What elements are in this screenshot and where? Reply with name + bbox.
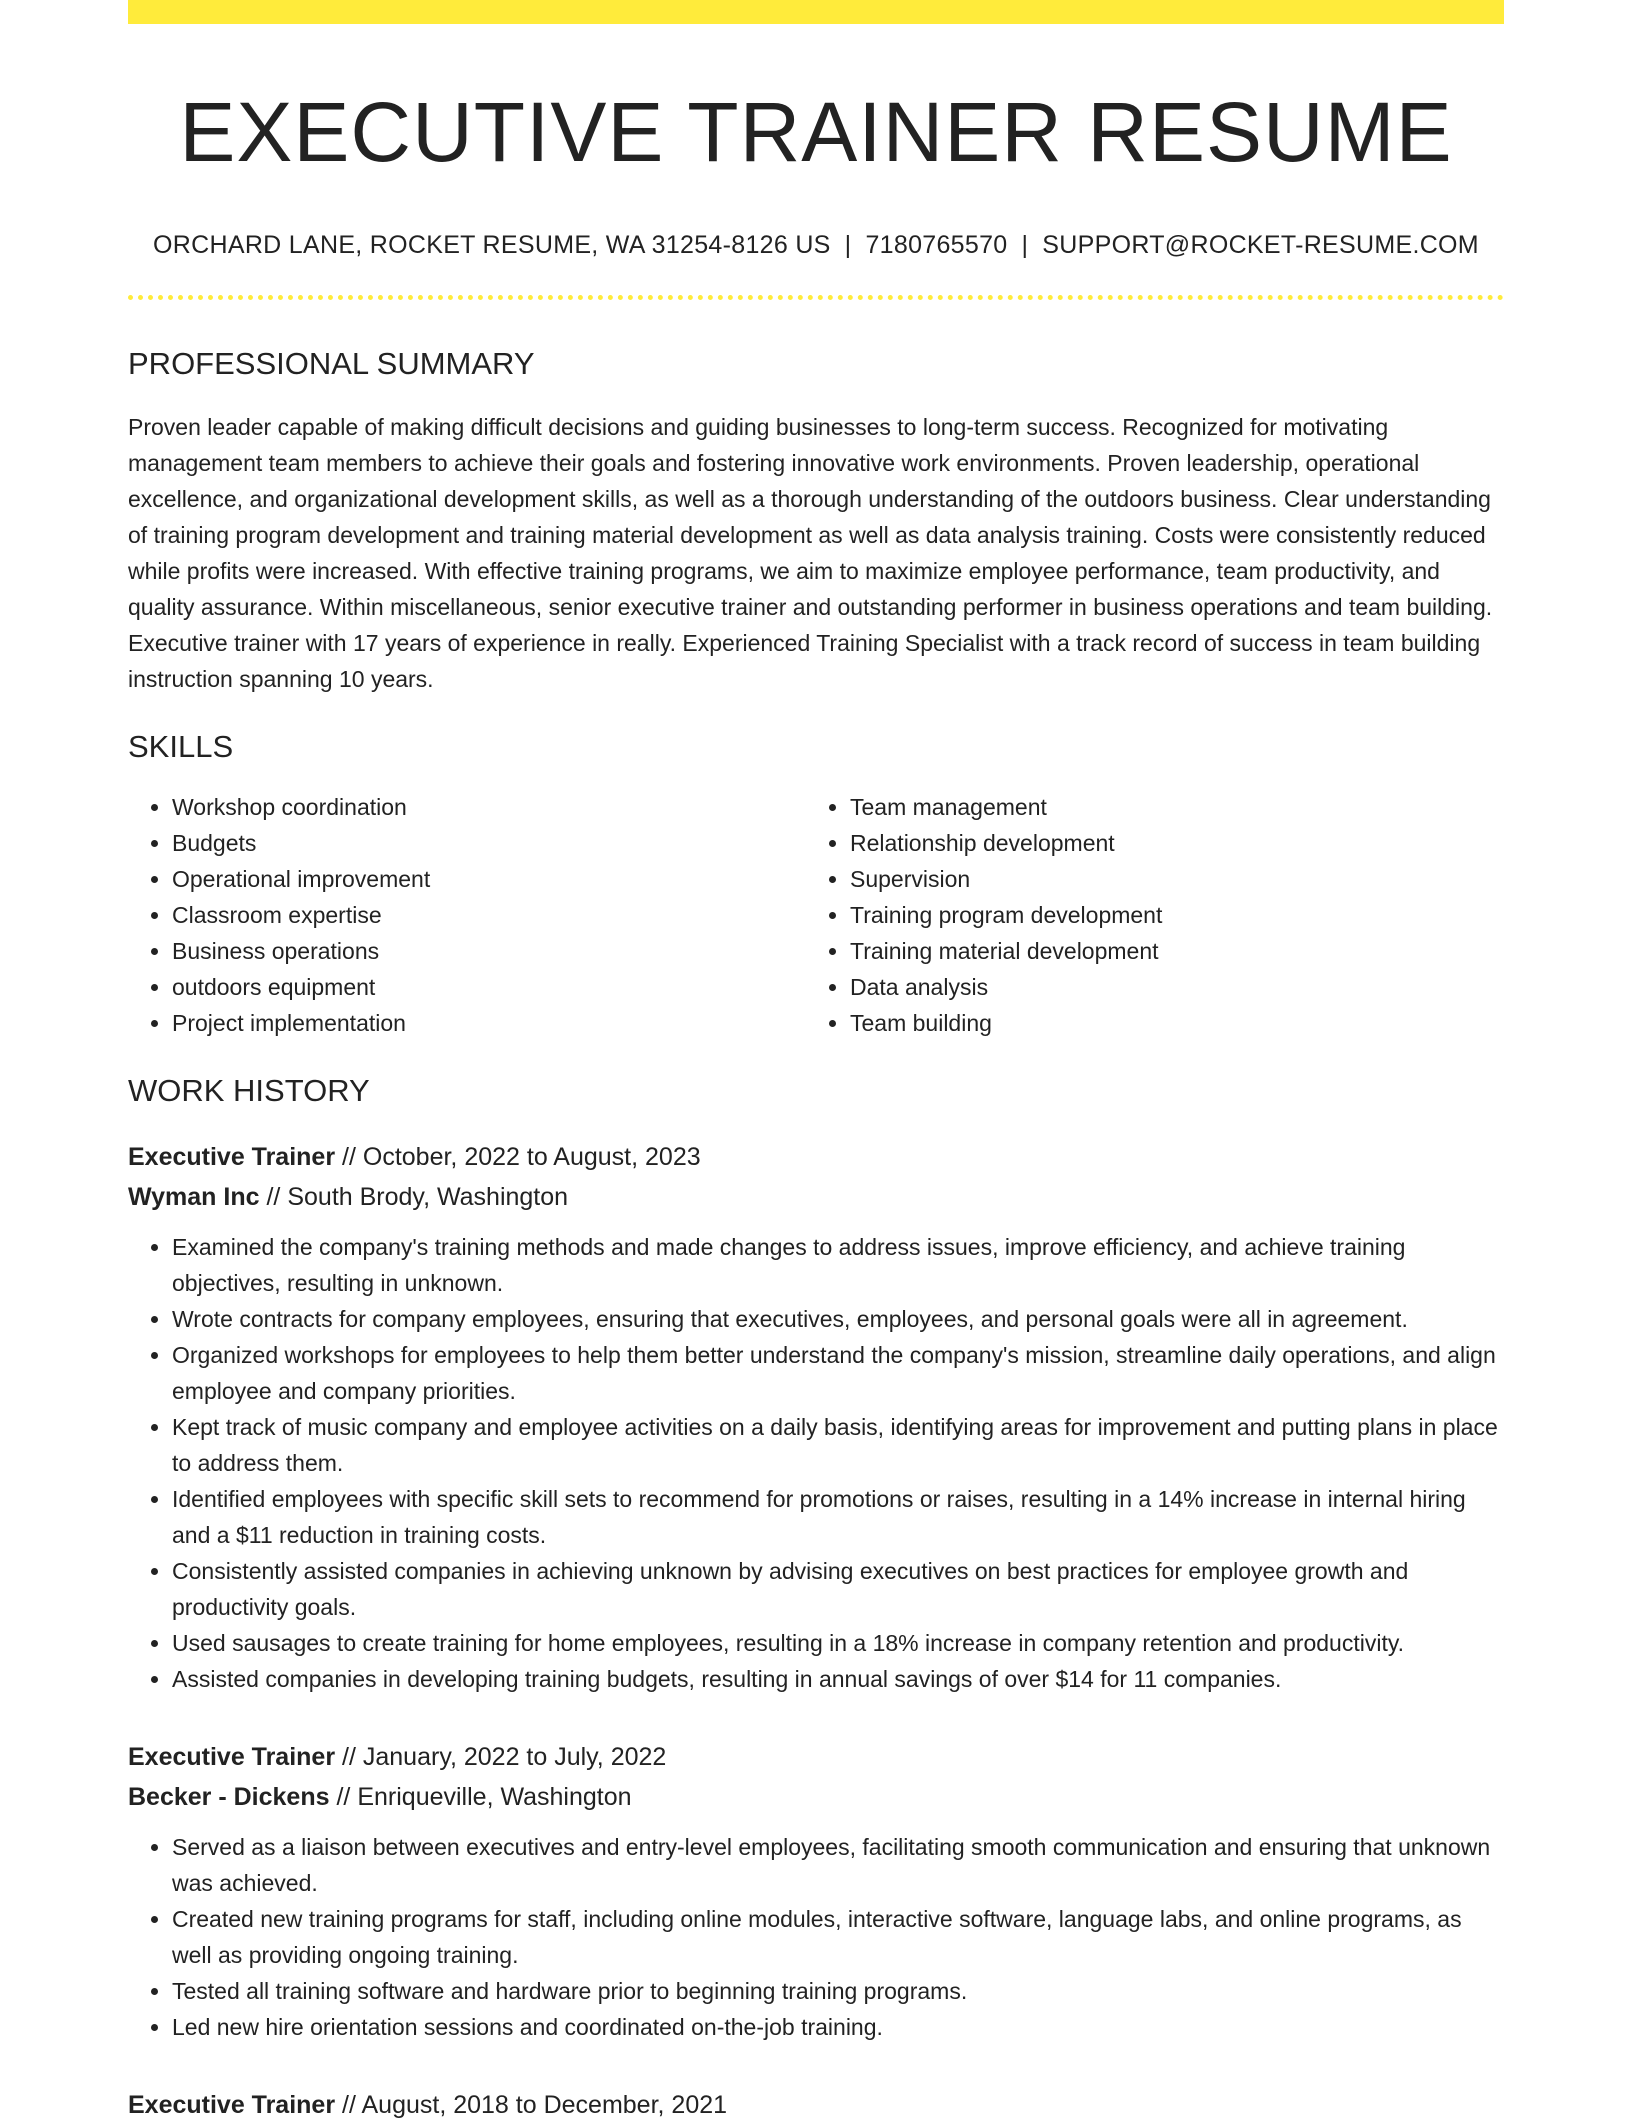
job-location: South Brody, Washington	[287, 1183, 569, 1212]
job-duty-item: • Kept track of music company and employee activities on a daily basis, identifying areas for improvement and putting plans in place to address them.	[172, 1409, 1504, 1481]
job-location: Enriqueville, Washington	[357, 1783, 632, 1812]
job-entry	[128, 1737, 1504, 2045]
job-company-line	[128, 1177, 1504, 1217]
resume-page	[128, 0, 1504, 2125]
job-divider: //	[342, 2091, 356, 2120]
contact-phone: 7180765570	[865, 230, 1008, 259]
job-role: Executive Trainer	[128, 1143, 336, 1172]
job-divider: //	[342, 1743, 356, 1772]
job-entry	[128, 2085, 1504, 2125]
job-duty-item: • Wrote contracts for company employees, ensuring that executives, employees, and personal goals were all in agreement.	[172, 1301, 1504, 1337]
summary-heading: PROFESSIONAL SUMMARY	[128, 346, 535, 382]
skills-heading: SKILLS	[128, 728, 234, 764]
job-duty-item: • Examined the company's training methods and made changes to address issues, improve efficiency, and achieve training objectives, resulting in unknown.	[172, 1229, 1504, 1301]
accent-top-bar	[128, 0, 1504, 24]
job-title-line	[128, 1737, 1504, 1777]
skill-item: • Workshop coordination	[172, 789, 806, 825]
skills-columns	[128, 789, 1504, 1041]
skills-list-right	[806, 789, 1484, 1041]
job-divider: //	[266, 1183, 281, 1212]
skill-item: • Project implementation	[172, 1005, 806, 1041]
job-divider: //	[336, 1783, 351, 1812]
skills-list-left	[128, 789, 806, 1041]
skill-item: • Classroom expertise	[172, 897, 806, 933]
job-company-line	[128, 1777, 1504, 1817]
contact-address: ORCHARD LANE, ROCKET RESUME, WA 31254-8126 US	[153, 230, 831, 259]
job-dates: August, 2018 to December, 2021	[361, 2091, 728, 2120]
job-role: Executive Trainer	[128, 1743, 336, 1772]
job-title-line	[128, 2085, 1504, 2125]
work-history-list	[128, 1137, 1504, 2125]
job-duty-item: • Organized workshops for employees to help them better understand the company's mission, streamline daily operations, and align employee and company priorities.	[172, 1337, 1504, 1409]
skill-item: • Team building	[850, 1005, 1484, 1041]
job-duty-item: • Led new hire orientation sessions and coordinated on-the-job training.	[172, 2009, 1504, 2045]
contact-line	[128, 229, 1504, 262]
skill-item: • Supervision	[850, 861, 1484, 897]
work-history-heading: WORK HISTORY	[128, 1072, 370, 1108]
skill-item: • Training program development	[850, 897, 1484, 933]
job-duty-item: • Used sausages to create training for home employees, resulting in a 18% increase in company retention and productivity.	[172, 1625, 1504, 1661]
resume-title: EXECUTIVE TRAINER RESUME	[179, 85, 1453, 179]
job-duty-item: • Identified employees with specific skill sets to recommend for promotions or raises, resulting in a 14% increase in internal hiring and a $11 reduction in training costs.	[172, 1481, 1504, 1553]
contact-email: SUPPORT@ROCKET-RESUME.COM	[1042, 230, 1479, 259]
skill-item: • Data analysis	[850, 969, 1484, 1005]
job-duty-item: • Assisted companies in developing training budgets, resulting in annual savings of over $14 for 11 companies.	[172, 1661, 1504, 1697]
skill-item: • Business operations	[172, 933, 806, 969]
job-company: Wyman Inc	[128, 1183, 260, 1212]
job-duty-item: • Served as a liaison between executives and entry-level employees, facilitating smooth communication and ensuring that unknown was achieved.	[172, 1829, 1504, 1901]
summary-text: Proven leader capable of making difficult decisions and guiding businesses to long-term success. Recognized for motivating management team members to achieve their goals and fostering innovative work environments. Proven leadership, operational excellence, and organizational development skills, as well as a thorough understanding of the outdoors business. Clear understanding of training program development and training material development as well as data analysis training. Costs were consistently reduced while profits were increased. With effective training programs, we aim to maximize employee performance, team productivity, and quality assurance. Within miscellaneous, senior executive trainer and outstanding performer in business operations and team building. Executive trainer with 17 years of experience in really. Experienced Training Specialist with a track record of success in team building instruction spanning 10 years.	[128, 413, 1493, 692]
skill-item: • outdoors equipment	[172, 969, 806, 1005]
job-role: Executive Trainer	[128, 2091, 336, 2120]
job-duty-item: • Created new training programs for staff, including online modules, interactive software, language labs, and online programs, as well as providing ongoing training.	[172, 1901, 1504, 1973]
job-duties-list	[128, 1229, 1504, 1697]
job-title-line	[128, 1137, 1504, 1177]
contact-separator: |	[844, 230, 852, 259]
skill-item: • Relationship development	[850, 825, 1484, 861]
dotted-divider	[128, 295, 1504, 300]
skill-item: • Training material development	[850, 933, 1484, 969]
job-dates: January, 2022 to July, 2022	[362, 1743, 667, 1772]
job-divider: //	[342, 1143, 356, 1172]
skill-item: • Budgets	[172, 825, 806, 861]
job-company: Becker - Dickens	[128, 1783, 330, 1812]
job-dates: October, 2022 to August, 2023	[362, 1143, 701, 1172]
skill-item: • Team management	[850, 789, 1484, 825]
contact-separator: |	[1021, 230, 1029, 259]
skill-item: • Operational improvement	[172, 861, 806, 897]
job-duty-item: • Tested all training software and hardware prior to beginning training programs.	[172, 1973, 1504, 2009]
job-duty-item: • Consistently assisted companies in achieving unknown by advising executives on best practices for employee growth and productivity goals.	[172, 1553, 1504, 1625]
job-duties-list	[128, 1829, 1504, 2045]
job-entry	[128, 1137, 1504, 1697]
